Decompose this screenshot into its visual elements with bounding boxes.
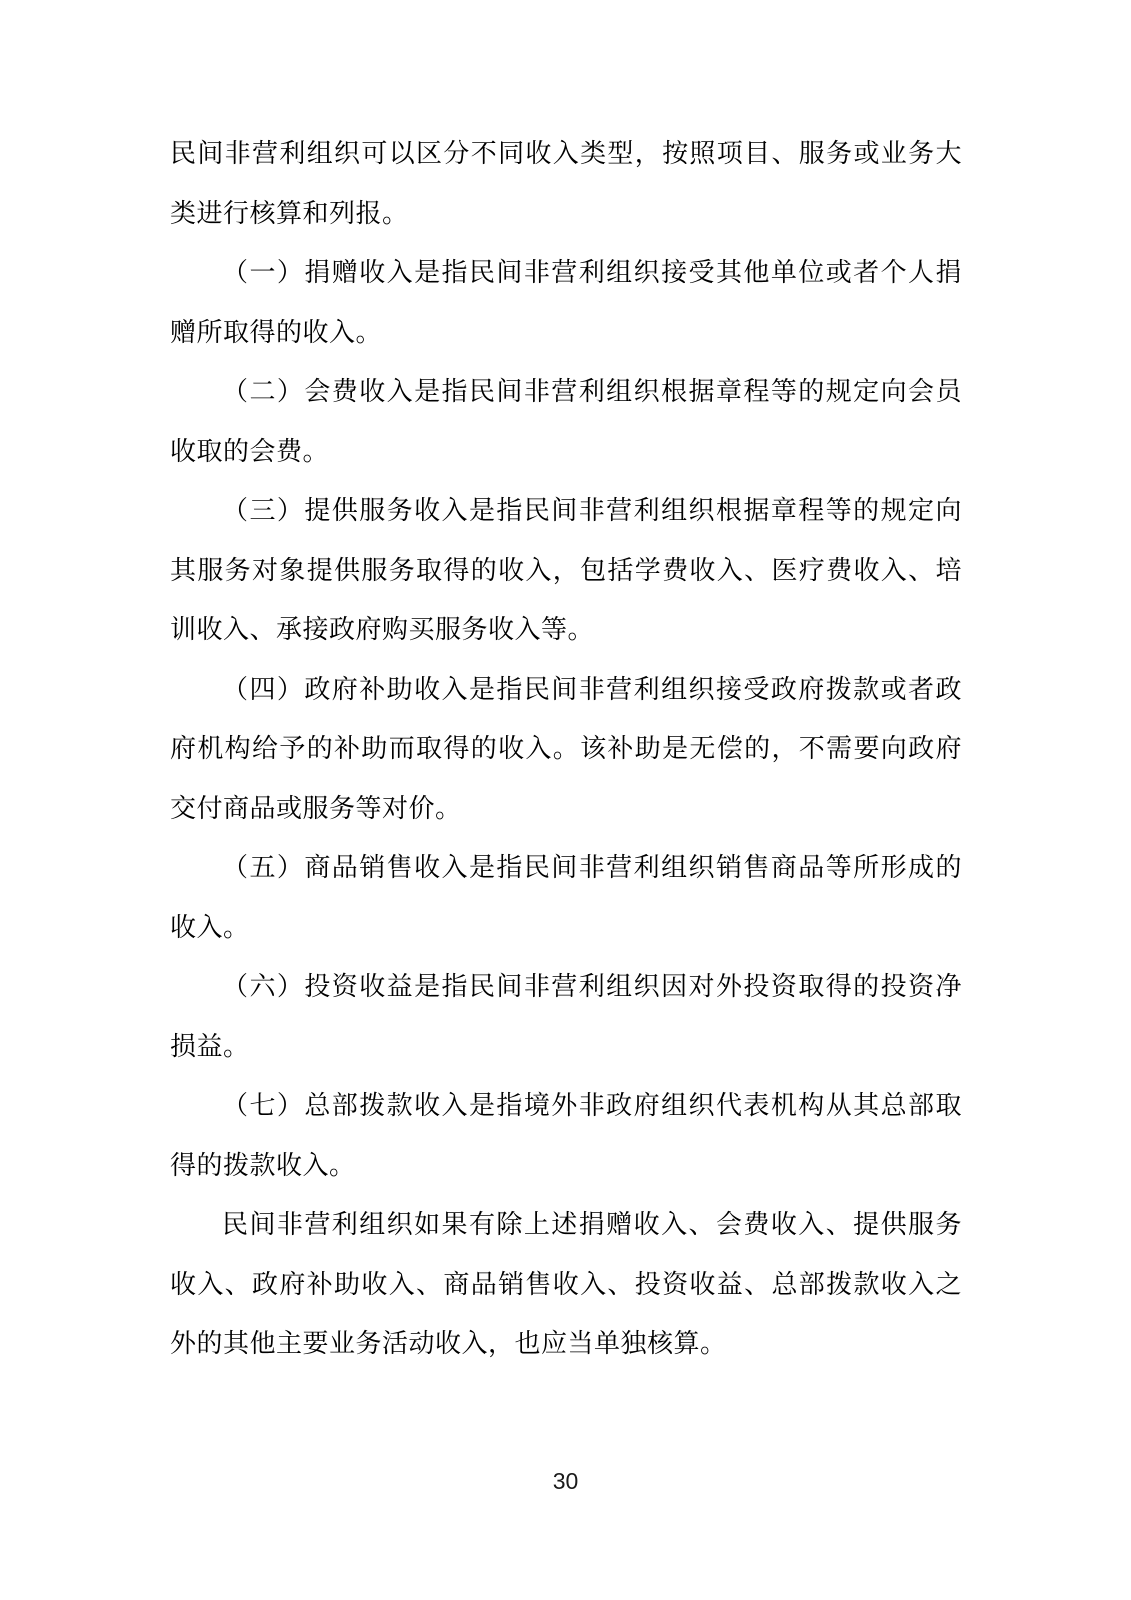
paragraph-item-6: （六）投资收益是指民间非营利组织因对外投资取得的投资净损益。 [170, 972, 962, 1061]
paragraph-closing: 民间非营利组织如果有除上述捐赠收入、会费收入、提供服务收入、政府补助收入、商品销售收入、投资收益、总部拨款收入之外的其他主要业务活动收入，也应当单独核算。 [170, 1210, 962, 1358]
paragraph-item-2: （二）会费收入是指民间非营利组织根据章程等的规定向会员收取的会费。 [170, 377, 962, 466]
paragraph-item-5: （五）商品销售收入是指民间非营利组织销售商品等所形成的收入。 [170, 853, 962, 942]
paragraph-item-3: （三）提供服务收入是指民间非营利组织根据章程等的规定向其服务对象提供服务取得的收入，包括学费收入、医疗费收入、培训收入、承接政府购买服务收入等。 [170, 496, 962, 644]
paragraph-item-4: （四）政府补助收入是指民间非营利组织接受政府拨款或者政府机构给予的补助而取得的收入。该补助是无偿的，不需要向政府交付商品或服务等对价。 [170, 674, 962, 823]
paragraph-item-1: （一）捐赠收入是指民间非营利组织接受其他单位或者个人捐赠所取得的收入。 [170, 258, 962, 347]
text-block [170, 124, 962, 1374]
paragraph-continuation: 民间非营利组织可以区分不同收入类型，按照项目、服务或业务大类进行核算和列报。 [170, 139, 962, 228]
page-number: 30 [552, 1468, 579, 1494]
paragraph-item-7: （七）总部拨款收入是指境外非政府组织代表机构从其总部取得的拨款收入。 [170, 1091, 962, 1180]
